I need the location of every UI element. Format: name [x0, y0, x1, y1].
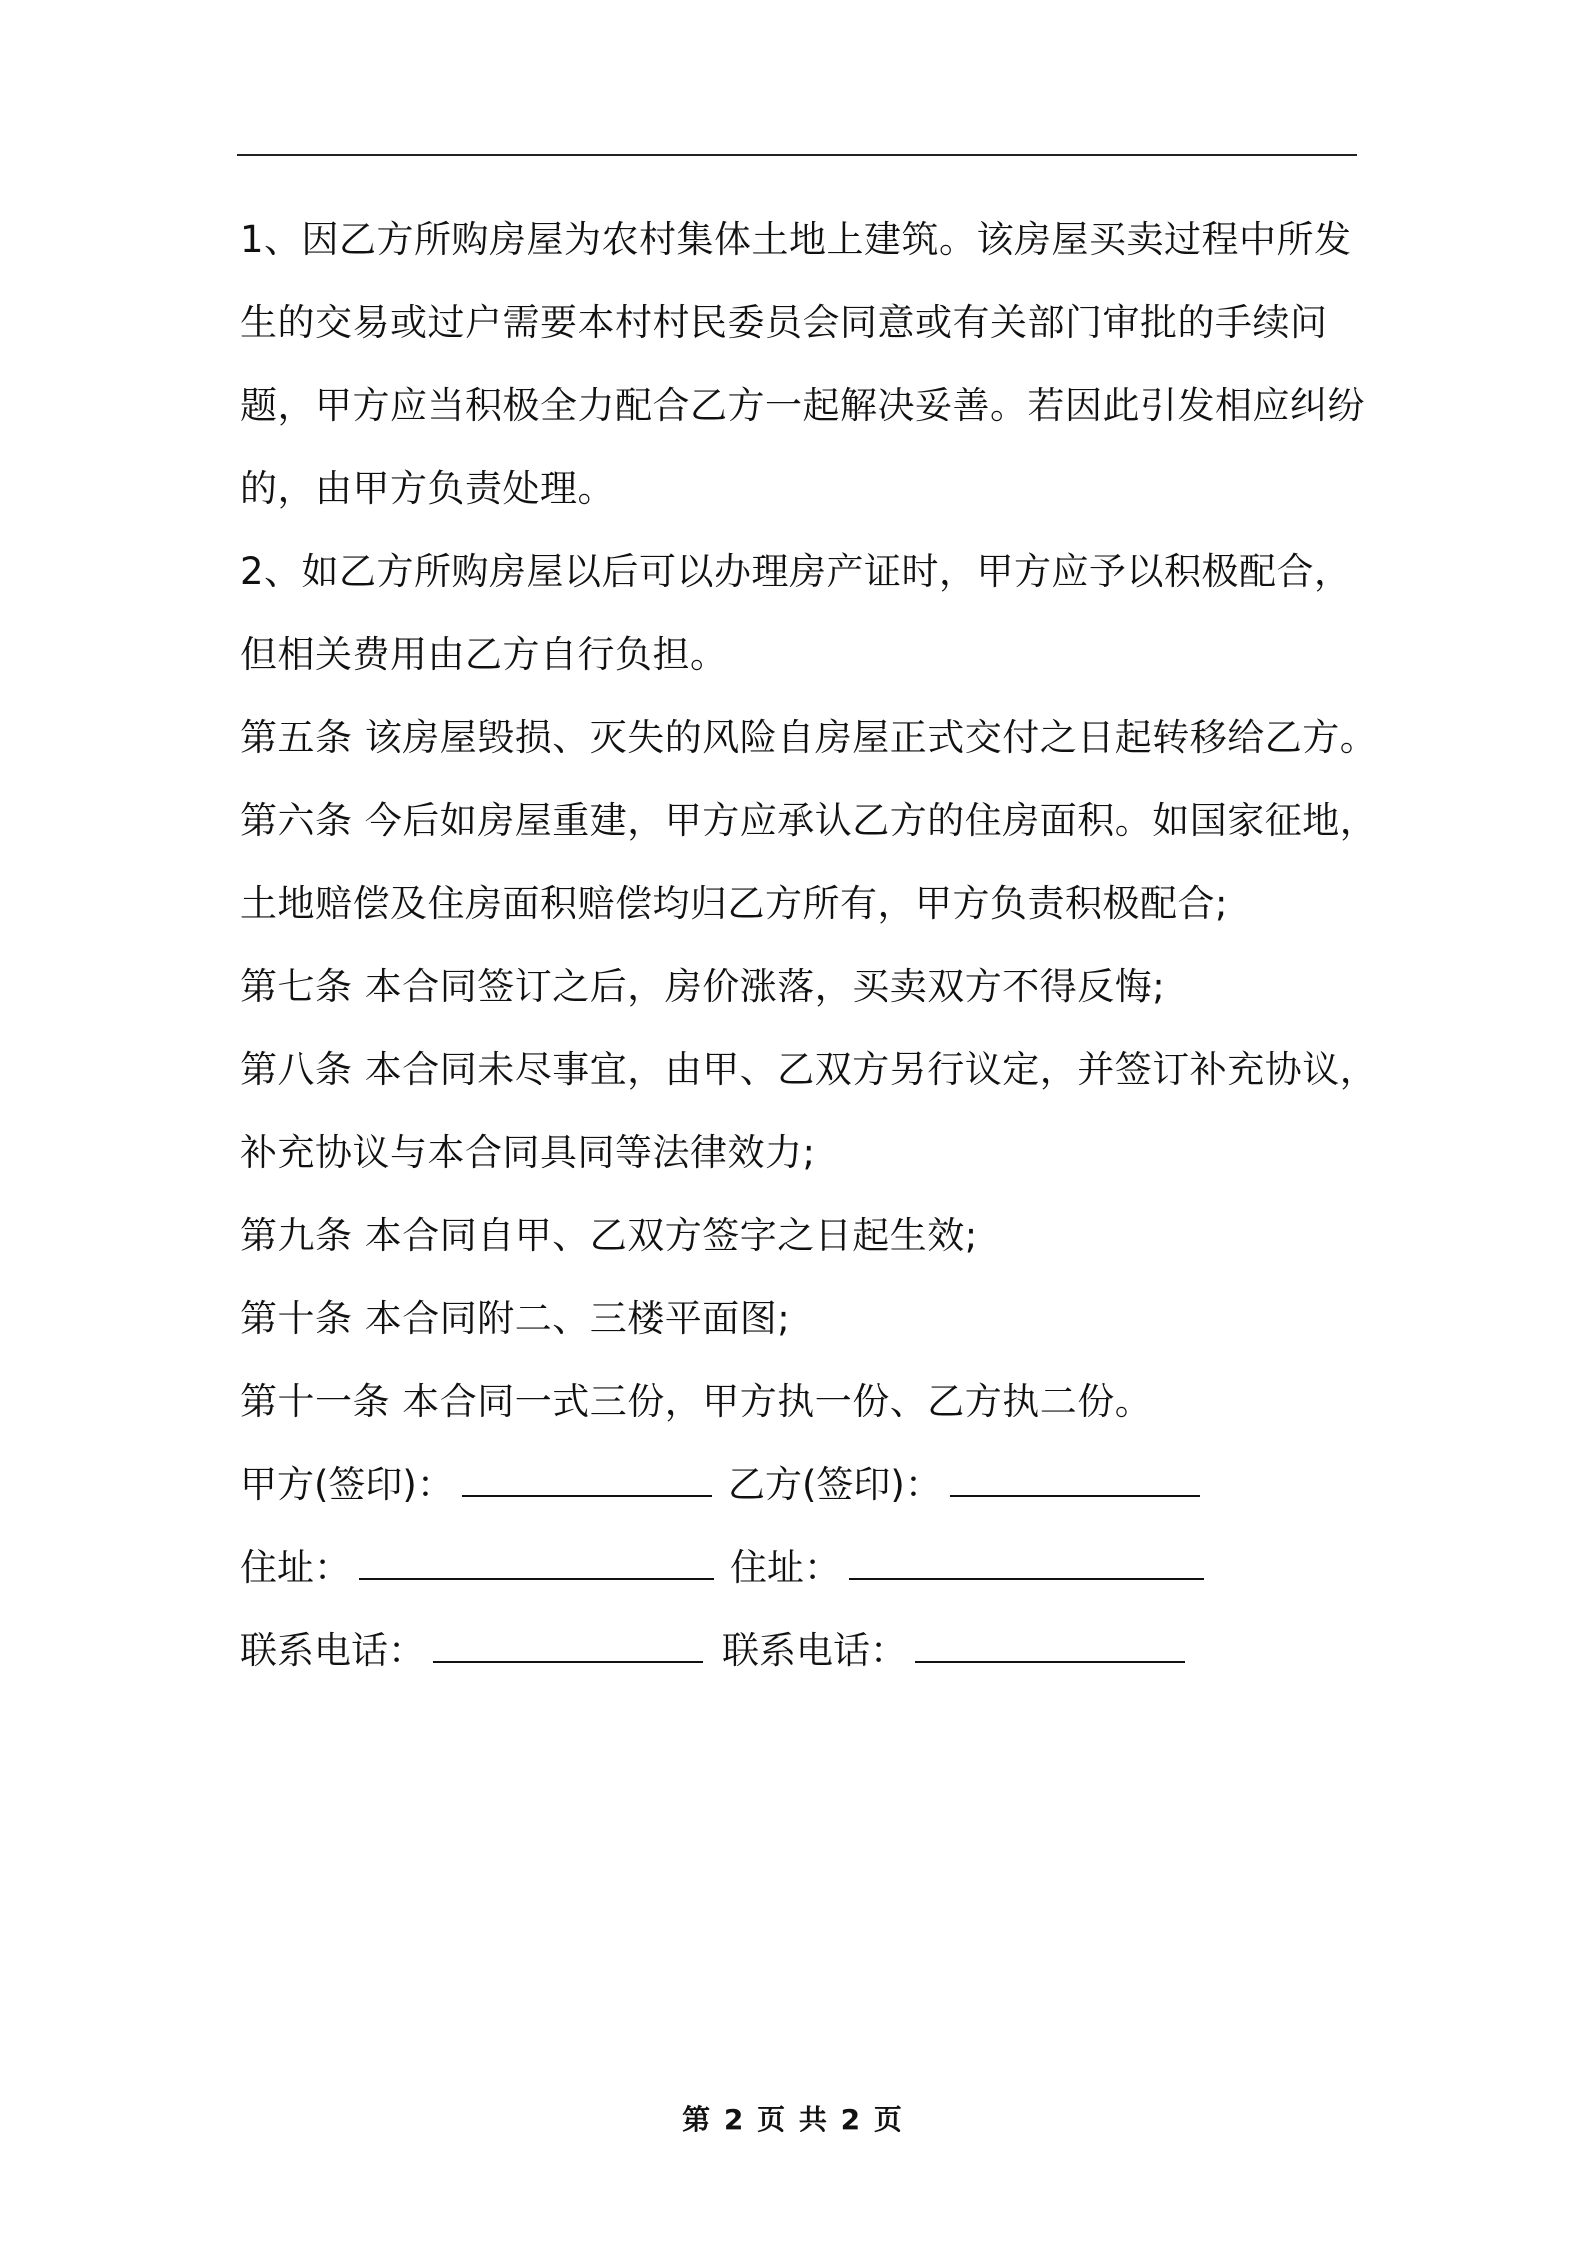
party-b-signature — [728, 1443, 1200, 1526]
article-7: 第七条 本合同签订之后，房价涨落，买卖双方不得反悔; — [240, 965, 1166, 1008]
article-11: 第十一条 本合同一式三份，甲方执一份、乙方执二份。 — [240, 1380, 1153, 1423]
party-a-signature — [240, 1443, 712, 1526]
clause-line: 生的交易或过户需要本村村民委员会同意或有关部门审批的手续问 — [240, 301, 1328, 344]
article-8: 第八条 本合同未尽事宜，由甲、乙双方另行议定，并签订补充协议， — [240, 1048, 1378, 1091]
clause-line: 的，由甲方负责处理。 — [240, 467, 615, 510]
party-a-signature-line[interactable] — [462, 1465, 712, 1497]
party-b-phone-line[interactable] — [915, 1631, 1185, 1663]
party-b-address-line[interactable] — [849, 1548, 1204, 1580]
clause-line: 题，甲方应当积极全力配合乙方一起解决妥善。若因此引发相应纠纷 — [240, 384, 1365, 427]
phone-row — [240, 1609, 1380, 1692]
party-a-phone-line[interactable] — [433, 1631, 703, 1663]
phone-a-label: 联系电话： — [240, 1629, 425, 1672]
header-rule — [237, 154, 1357, 156]
phone-b-label: 联系电话： — [722, 1629, 907, 1672]
page-number: 第 2 页 共 2 页 — [682, 2103, 904, 2136]
clause-line: 2、如乙方所购房屋以后可以办理房产证时，甲方应予以积极配合， — [240, 550, 1352, 593]
party-a-label: 甲方(签印)： — [240, 1463, 454, 1506]
clause-line: 1、因乙方所购房屋为农村集体土地上建筑。该房屋买卖过程中所发 — [240, 218, 1352, 261]
party-b-label: 乙方(签印)： — [728, 1463, 942, 1506]
article-6-cont: 土地赔偿及住房面积赔偿均归乙方所有，甲方负责积极配合; — [240, 882, 1228, 925]
article-6: 第六条 今后如房屋重建，甲方应承认乙方的住房面积。如国家征地， — [240, 799, 1378, 842]
signature-row — [240, 1443, 1380, 1526]
article-10: 第十条 本合同附二、三楼平面图; — [240, 1297, 791, 1340]
document-body — [240, 198, 1380, 1692]
party-a-phone — [240, 1609, 703, 1692]
party-a-address-line[interactable] — [359, 1548, 714, 1580]
article-8-cont: 补充协议与本合同具同等法律效力; — [240, 1131, 816, 1174]
article-9: 第九条 本合同自甲、乙双方签字之日起生效; — [240, 1214, 978, 1257]
party-b-address — [730, 1526, 1204, 1609]
clause-line: 但相关费用由乙方自行负担。 — [240, 633, 728, 676]
article-5: 第五条 该房屋毁损、灭失的风险自房屋正式交付之日起转移给乙方。 — [240, 716, 1378, 759]
party-b-phone — [722, 1609, 1185, 1692]
address-row — [240, 1526, 1380, 1609]
address-a-label: 住址： — [240, 1546, 351, 1589]
address-b-label: 住址： — [730, 1546, 841, 1589]
party-b-signature-line[interactable] — [950, 1465, 1200, 1497]
party-a-address — [240, 1526, 714, 1609]
